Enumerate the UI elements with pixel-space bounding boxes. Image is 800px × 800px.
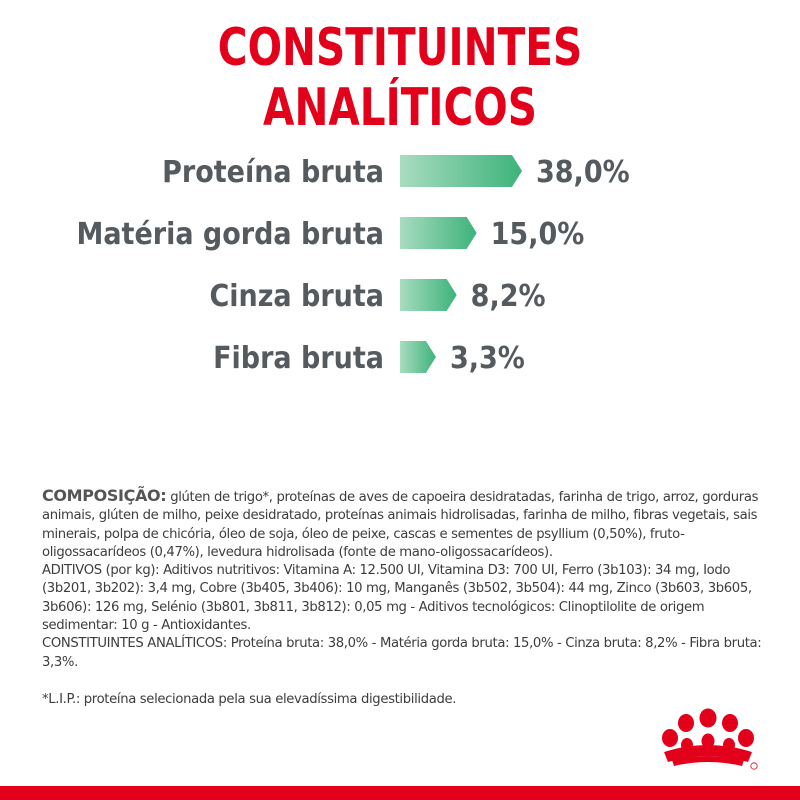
- crown-icon: [662, 709, 754, 767]
- data-label: 8,2%: [470, 279, 546, 314]
- ingredients-list: glúten de trigo*, proteínas de aves de capoeira desidratadas, farinha de trigo, arroz, gorduras animais, glúten de milho, peixe desidratado, proteínas animais hidrolisadas, farinha de milho, fibras vegetais, sais minerais, polpa de chicória, óleo de soja, óleo de peixe, cascas e sementes de psyllium (0,50%), fruto-oligossacarídeos (0,47%), levedura hidrolisada (fonte de mano-oligossacarídeos).: [42, 490, 759, 560]
- composition-heading: COMPOSIÇÃO:: [42, 486, 167, 505]
- bottom-brand-stripe: [0, 786, 800, 800]
- composition-text: [42, 487, 762, 709]
- data-label: 15,0%: [490, 217, 585, 252]
- data-label: 3,3%: [449, 341, 525, 376]
- category-label: Proteína bruta: [162, 155, 384, 190]
- data-label: 38,0%: [536, 155, 630, 190]
- ingredients-paragraph: [42, 487, 762, 562]
- bar: [400, 341, 436, 373]
- bar: [400, 217, 477, 249]
- bar: [400, 279, 457, 311]
- analytical-paragraph: CONSTITUINTES ANALÍTICOS: Proteína bruta: 38,0% - Matéria gorda bruta: 15,0% - Cinza bruta: 8,2% - Fibra bruta: 3,3%.: [42, 636, 762, 670]
- registered-mark-icon: [751, 763, 757, 769]
- nutrient-bar-chart: [0, 130, 800, 390]
- category-label: Cinza bruta: [209, 279, 384, 314]
- additives-paragraph: ADITIVOS (por kg): Aditivos nutritivos: Vitamina A: 12.500 UI, Vitamina D3: 700 UI, Ferro (3b103): 34 mg, Iodo (3b201, 3b202): 3,4 mg, Cobre (3b405, 3b406): 10 mg, Manganês (3b502, 3b504): 44 mg, Zinco (3b603, 3b605, 3b606): 126 mg, Selénio (3b801, 3b811, 3b812): 0,05 mg - Aditivos tecnológicos: Clinoptilolite de origem sedimentar: 10 g - Antioxidantes.: [42, 563, 752, 634]
- royal-canin-crown-logo: [658, 708, 758, 770]
- category-label: Fibra bruta: [213, 341, 384, 376]
- bar: [400, 155, 522, 187]
- page-title: CONSTITUINTES ANALÍTICOS: [217, 18, 583, 138]
- footnote: *L.I.P.: proteína selecionada pela sua elevadíssima digestibilidade.: [42, 691, 457, 707]
- category-label: Matéria gorda bruta: [76, 217, 384, 252]
